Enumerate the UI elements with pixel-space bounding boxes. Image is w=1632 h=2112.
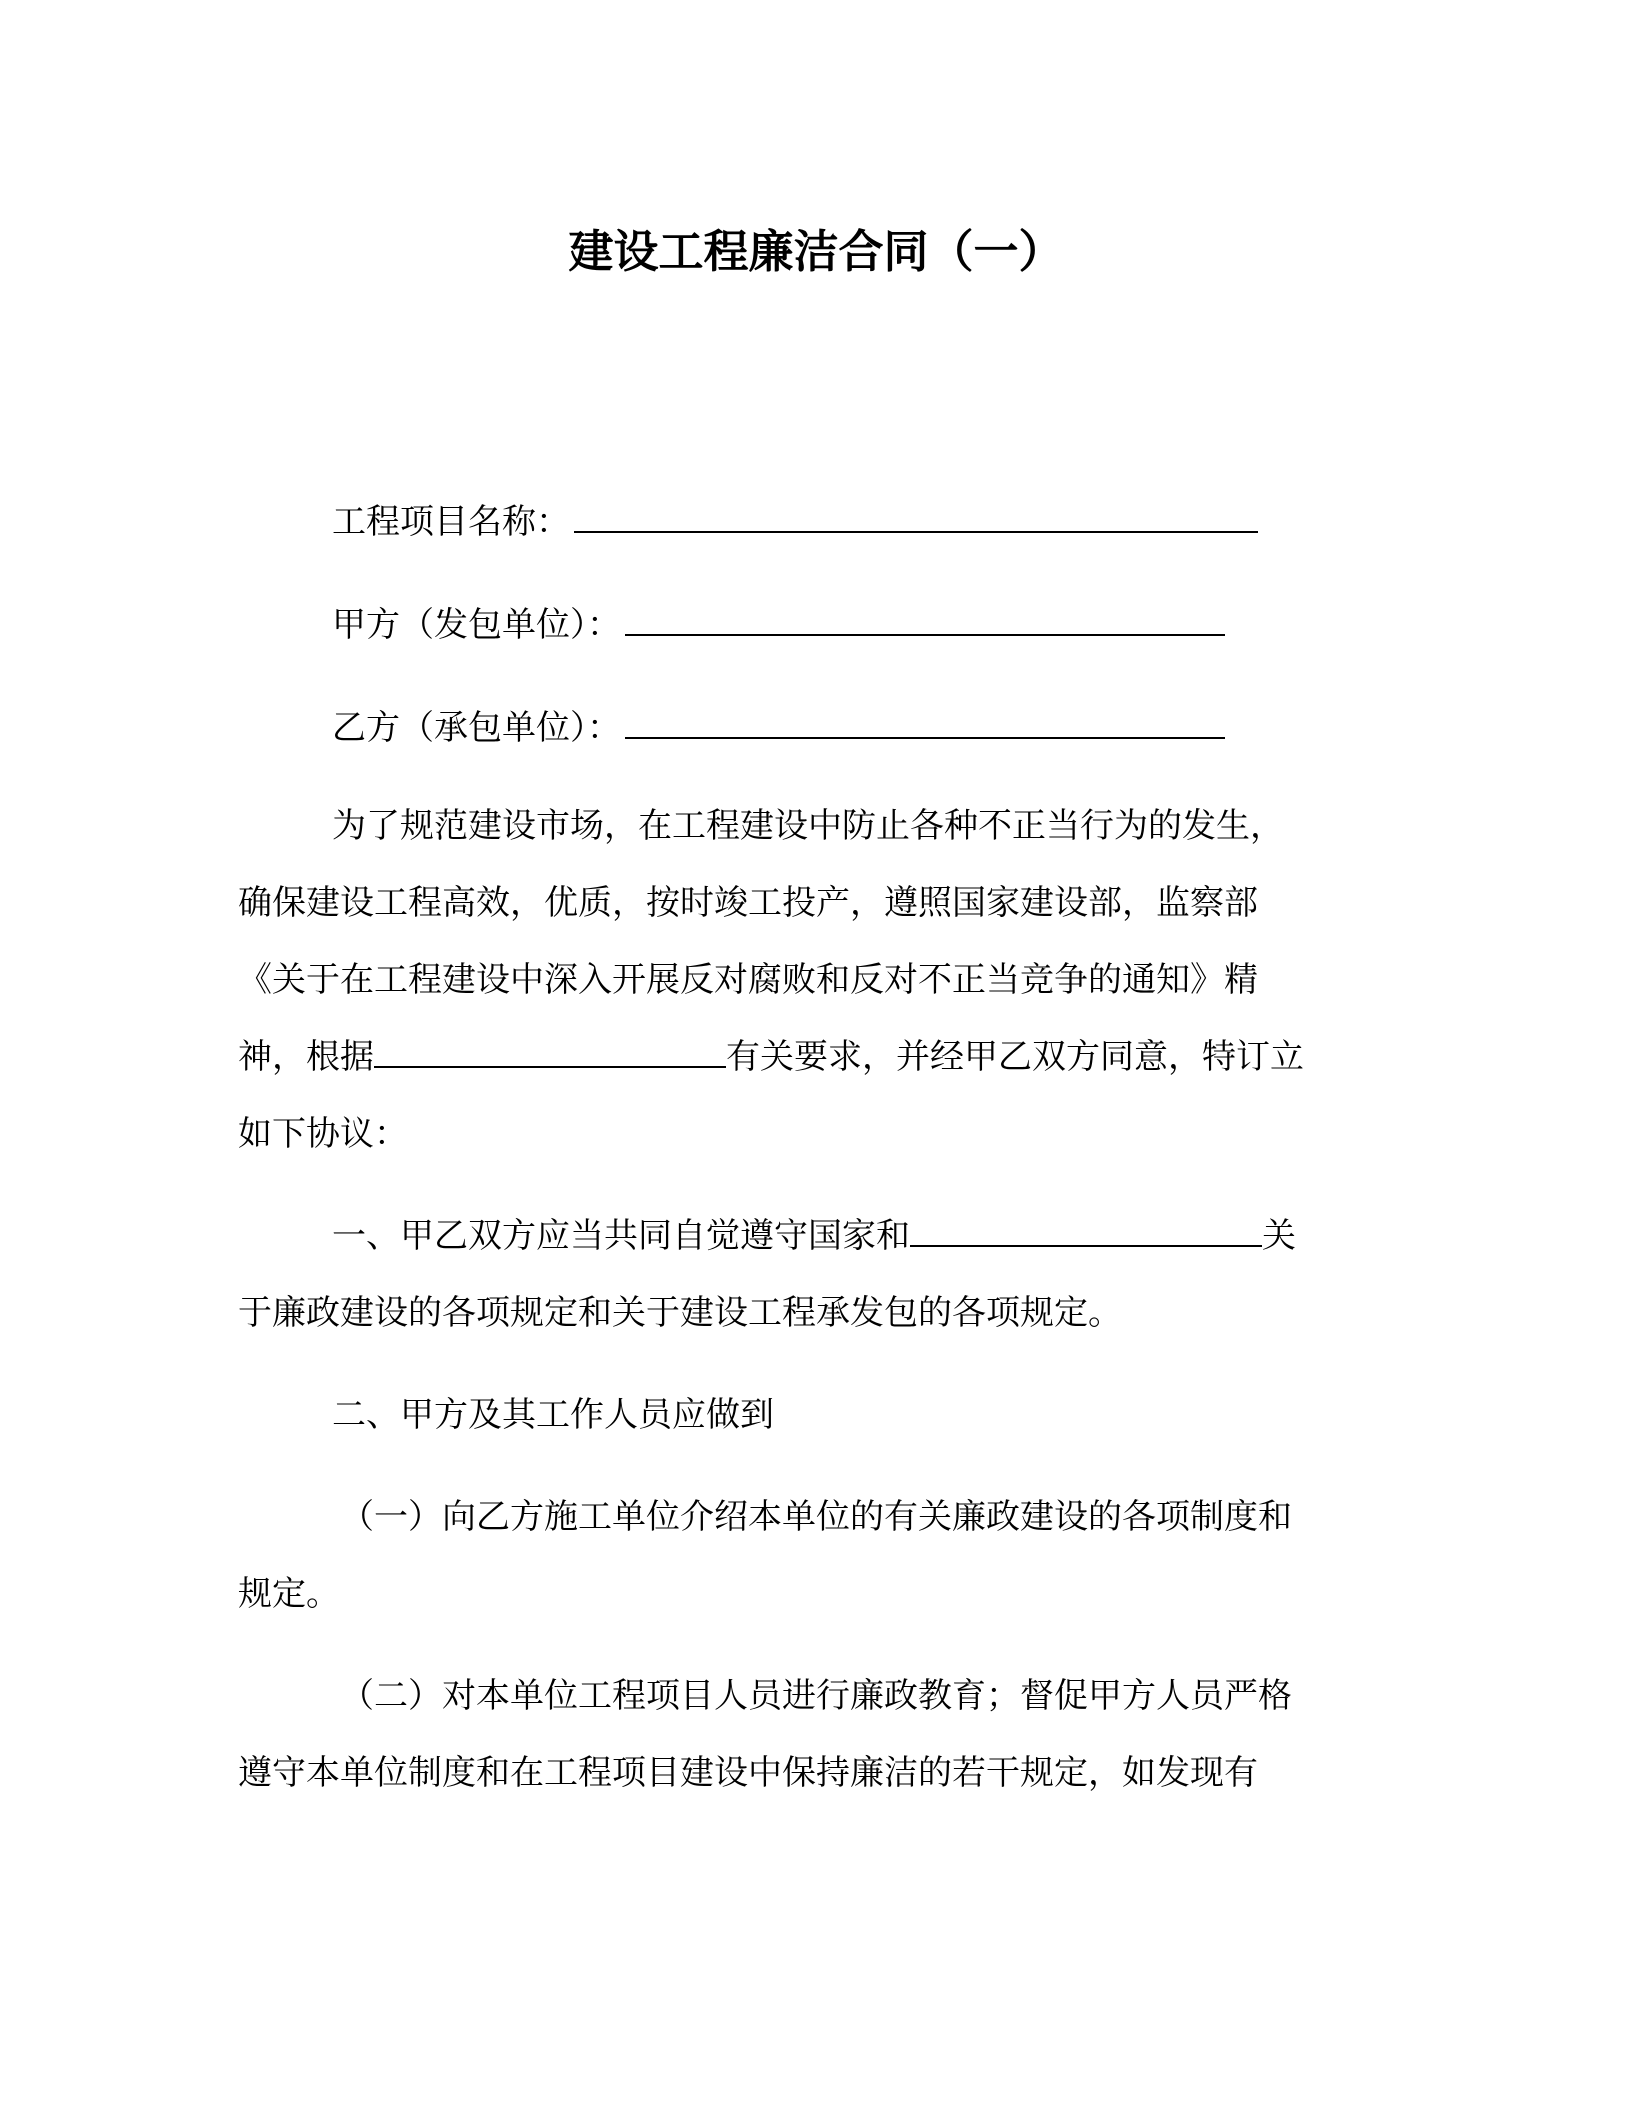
preamble-line-4-start: 神，根据 [238, 1037, 374, 1077]
clause-2-heading: 二、甲方及其工作人员应做到 [332, 1395, 774, 1435]
basis-blank[interactable] [374, 1036, 726, 1068]
project-name-row [332, 500, 1258, 544]
clause-2-item-1-line-2: 规定。 [238, 1574, 340, 1614]
preamble-line-1: 为了规范建设市场，在工程建设中防止各种不正当行为的发生， [332, 806, 1284, 846]
preamble-line-2: 确保建设工程高效，优质，按时竣工投产，遵照国家建设部，监察部 [238, 883, 1258, 923]
preamble-line-3: 《关于在工程建设中深入开展反对腐败和反对不正当竞争的通知》精 [238, 960, 1258, 1000]
clause-1-line-1 [332, 1214, 1296, 1258]
party-a-label: 甲方（发包单位）： [332, 605, 621, 645]
clause-1-line-2: 于廉政建设的各项规定和关于建设工程承发包的各项规定。 [238, 1293, 1122, 1333]
clause-2-item-2-line-1: （二）对本单位工程项目人员进行廉政教育；督促甲方人员严格 [340, 1676, 1292, 1716]
party-b-blank[interactable] [625, 707, 1225, 739]
preamble-line-4 [238, 1035, 1304, 1079]
regulation-blank[interactable] [910, 1215, 1262, 1247]
clause-2-item-2-line-2: 遵守本单位制度和在工程项目建设中保持廉洁的若干规定，如发现有 [238, 1753, 1258, 1793]
clause-2-item-1-line-1: （一）向乙方施工单位介绍本单位的有关廉政建设的各项制度和 [340, 1497, 1292, 1537]
preamble-line-4-end: 有关要求，并经甲乙双方同意，特订立 [726, 1037, 1304, 1077]
party-a-row [332, 603, 1225, 647]
party-b-label: 乙方（承包单位）： [332, 708, 621, 748]
party-b-row [332, 706, 1225, 750]
preamble-line-5: 如下协议： [238, 1114, 408, 1154]
document-title: 建设工程廉洁合同（一） [568, 225, 1064, 278]
clause-1-start: 一、甲乙双方应当共同自觉遵守国家和 [332, 1216, 910, 1256]
project-name-label: 工程项目名称： [332, 502, 570, 542]
clause-1-end: 关 [1262, 1216, 1296, 1256]
project-name-blank[interactable] [574, 501, 1258, 533]
party-a-blank[interactable] [625, 604, 1225, 636]
